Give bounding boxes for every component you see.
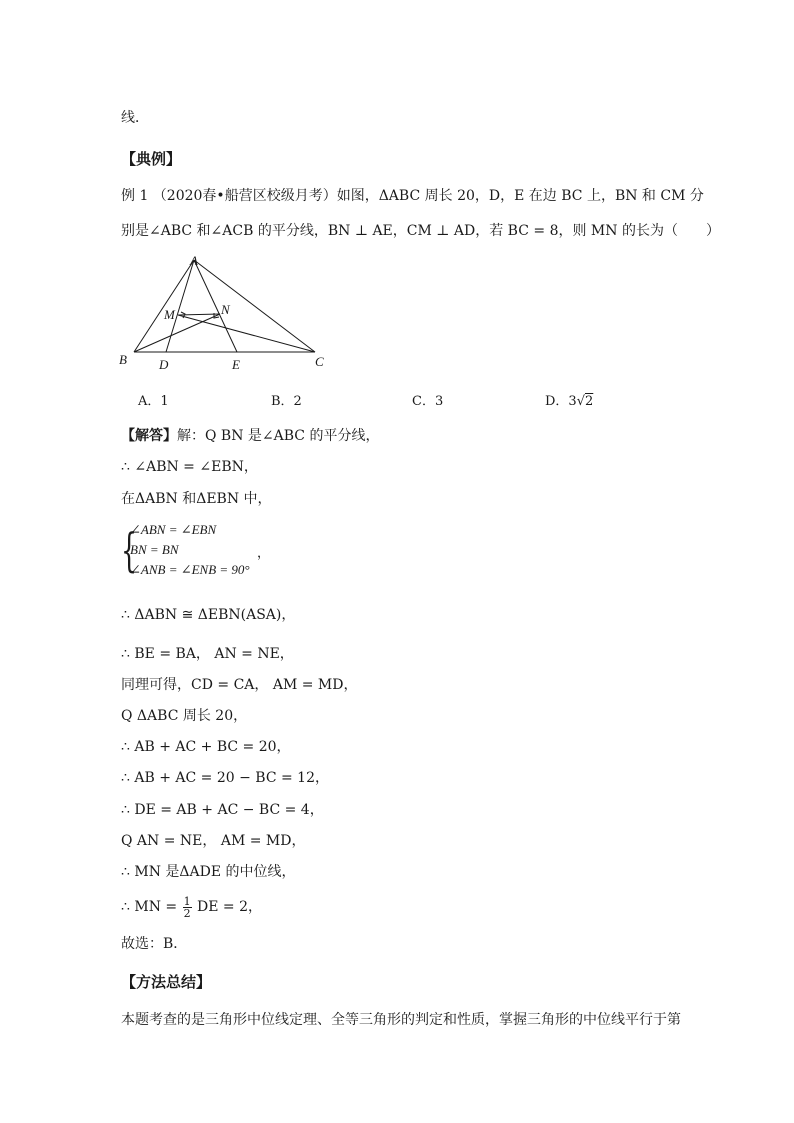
option-c: C．3 [412,394,444,409]
option-d-prefix: D．3 [545,394,577,409]
option-b: B．2 [271,394,302,409]
system-row-1: ∠ABN = ∠EBN [130,522,217,537]
mn-equals: ∴ MN = [121,899,178,915]
option-d [545,390,593,409]
equation-system [121,522,301,582]
fraction-numerator: 1 [183,894,191,908]
top-line: 线． [121,110,149,126]
solution-step-4: ∴ BE = BA， AN = NE， [121,646,294,662]
system-comma: ， [257,546,271,561]
solution-step-9: ∴ DE = AB + AC − BC = 4， [121,802,324,818]
sqrt-symbol: √ [576,394,585,409]
mn-result: DE = 2， [197,899,263,915]
option-a: A．1 [138,394,169,409]
segment-ae [194,260,237,352]
label-m: M [164,307,175,322]
option-d-radicand: 2 [585,394,594,409]
solution-step-3: ∴ ΔABN ≅ ΔEBN(ASA)， [121,607,296,623]
solution-heading: 【解答】 [121,428,177,444]
fraction-denominator: 2 [183,906,191,920]
solution-step-12 [121,895,262,919]
system-row-3: ∠ANB = ∠ENB = 90° [130,562,250,577]
solution-step-5: 同理可得，CD = CA， AM = MD， [121,677,358,693]
solution-intro [121,426,379,446]
fraction-one-half [183,896,192,919]
brace: { [121,523,138,577]
label-d: D [159,357,169,372]
problem-line-1: 例 1 （2020春•船营区校级月考）如图，ΔABC 周长 20，D，E 在边 BC 上，BN 和 CM 分 [121,188,704,204]
label-b: B [119,352,127,367]
label-c: C [315,354,324,369]
geometry-figure [110,252,340,374]
system-row-2: BN = BN [130,542,179,557]
label-e: E [232,357,240,372]
section-heading-example: 【典例】 [121,150,182,168]
solution-step-11: ∴ MN 是ΔADE 的中位线， [121,864,296,880]
solution-step-2: 在ΔABN 和ΔEBN 中， [121,491,272,507]
label-n: N [221,302,230,317]
label-a: A [190,253,198,268]
segment-ad [166,260,194,352]
section-heading-method: 【方法总结】 [121,973,212,991]
solution-step-6: Q ΔABC 周长 20， [121,708,248,724]
summary-text: 本题考查的是三角形中位线定理、全等三角形的判定和性质，掌握三角形的中位线平行于第 [121,1012,681,1028]
bisector-cm [178,315,315,352]
solution-step-8: ∴ AB + AC = 20 − BC = 12， [121,770,329,786]
solution-step-1: ∴ ∠ABN = ∠EBN， [121,459,258,475]
problem-line-2: 别是∠ABC 和∠ACB 的平分线，BN ⊥ AE，CM ⊥ AD，若 BC = 8，则 MN 的长为（ ） [121,223,720,239]
solution-step-10: Q AN = NE， AM = MD， [121,833,306,849]
solution-step-7: ∴ AB + AC + BC = 20， [121,739,291,755]
solution-intro-text: 解：Q BN 是∠ABC 的平分线， [177,428,380,444]
answer-line: 故选：B． [121,936,188,952]
side-ac [194,260,315,352]
